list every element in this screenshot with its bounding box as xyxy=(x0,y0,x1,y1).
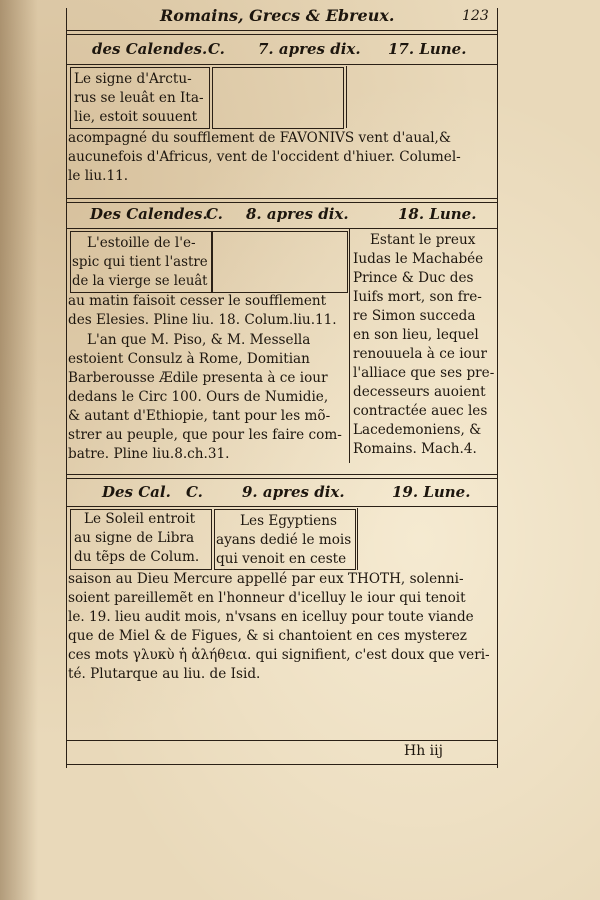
entry2-letter: C. xyxy=(206,205,223,223)
entry3-middle-line-3: qui venoit en ceste xyxy=(216,551,347,567)
entry1-calendes: des Calendes. xyxy=(92,40,208,58)
entry2-line-1: au matin faisoit cesser le soufflement xyxy=(68,293,327,309)
entry2-end-rule-1 xyxy=(66,474,497,475)
footer-rule-1 xyxy=(66,740,497,741)
entry2-side-line-2: Iudas le Machabée xyxy=(353,251,484,267)
rule-head-2 xyxy=(66,34,497,35)
entry2-header-rule xyxy=(66,228,497,229)
entry1-line-1: acompagné du soufflement de FAVONIVS vent d'aual,& xyxy=(68,130,451,146)
entry3-lune: 19. Lune. xyxy=(392,483,471,501)
entry1-letter: C. xyxy=(208,40,225,58)
entry2-side-line-1: Estant le preux xyxy=(370,232,476,248)
entry2-line-8: strer au peuple, que pour les faire com- xyxy=(68,427,342,443)
entry2-side-line-7: renouuela à ce iour xyxy=(353,346,487,362)
entry2-side-line-6: en son lieu, lequel xyxy=(353,327,479,343)
entry3-line-4: que de Miel & de Figues, & si chantoient en ces mysterez xyxy=(68,628,467,644)
entry1-end-rule-1 xyxy=(66,198,497,199)
entry2-side-line-10: contractée auec les xyxy=(353,403,488,419)
page-number: 123 xyxy=(462,8,489,24)
entry2-lune: 18. Lune. xyxy=(398,205,477,223)
entry2-boxed-line-2: spic qui tient l'astre xyxy=(72,254,208,270)
entry2-calendes: Des Calendes. xyxy=(90,205,208,223)
entry1-lune: 17. Lune. xyxy=(388,40,467,58)
entry1-line-3: le liu.11. xyxy=(68,168,129,184)
entry2-line-2: des Elesies. Pline liu. 18. Colum.liu.11. xyxy=(68,312,337,328)
frame-right-rule xyxy=(497,8,498,768)
entry2-middle-box xyxy=(212,231,348,293)
entry3-middle-line-1: Les Egyptiens xyxy=(240,513,337,529)
entry2-side-line-8: l'alliace que ses pre- xyxy=(353,365,495,381)
entry2-column-divider xyxy=(349,229,350,463)
entry3-letter: C. xyxy=(186,483,203,501)
entry3-divider xyxy=(357,508,358,570)
entry1-day: 7. apres dix. xyxy=(258,40,361,58)
entry1-divider xyxy=(346,66,347,128)
signature-mark: Hh iij xyxy=(404,743,443,759)
entry1-middle-box xyxy=(212,67,344,129)
entry1-boxed-line-2: rus se leuât en Ita- xyxy=(74,90,204,106)
entry3-line-6: té. Plutarque au liu. de Isid. xyxy=(68,666,261,682)
entry3-line-3: le. 19. lieu audit mois, n'vsans en icelluy pour toute viande xyxy=(68,609,474,625)
entry3-line-1: saison au Dieu Mercure appellé par eux THOTH, solenni- xyxy=(68,571,464,587)
entry3-header-rule xyxy=(66,506,497,507)
entry1-end-rule-2 xyxy=(66,202,497,203)
entry2-line-6: dedans le Circ 100. Ours de Numidie, xyxy=(68,389,329,405)
entry2-boxed-line-3: de la vierge se leuât xyxy=(72,273,208,289)
entry3-line-5: ces mots γλυκὺ ἡ ἀλήθεια. qui signifient, c'est doux que veri- xyxy=(68,647,490,663)
entry2-boxed-line-1: L'estoille de l'e- xyxy=(87,235,196,251)
entry2-line-9: batre. Pline liu.8.ch.31. xyxy=(68,446,230,462)
entry2-side-line-9: decesseurs auoient xyxy=(353,384,486,400)
entry3-middle-line-2: ayans dedié le mois xyxy=(216,532,352,548)
entry1-boxed-line-1: Le signe d'Arctu- xyxy=(74,71,192,87)
footer-rule-2 xyxy=(66,764,497,765)
entry2-line-5: Barberousse Ædile presenta à ce iour xyxy=(68,370,328,386)
entry2-day: 8. apres dix. xyxy=(246,205,349,223)
entry2-line-4: estoient Consulz à Rome, Domitian xyxy=(68,351,310,367)
entry3-boxed-line-3: du tẽps de Colum. xyxy=(74,549,200,565)
entry2-line-7: & autant d'Ethiopie, tant pour les mõ- xyxy=(68,408,331,424)
entry2-side-line-5: re Simon succeda xyxy=(353,308,476,324)
gutter-shadow xyxy=(0,0,38,900)
entry1-line-2: aucunefois d'Africus, vent de l'occident d'hiuer. Columel- xyxy=(68,149,461,165)
running-head-title: Romains, Grecs & Ebreux. xyxy=(160,6,395,25)
entry2-side-line-12: Romains. Mach.4. xyxy=(353,441,477,457)
entry3-boxed-line-1: Le Soleil entroit xyxy=(84,511,196,527)
entry3-day: 9. apres dix. xyxy=(242,483,345,501)
entry2-side-line-11: Lacedemoniens, & xyxy=(353,422,482,438)
entry2-side-line-3: Prince & Duc des xyxy=(353,270,474,286)
entry2-end-rule-2 xyxy=(66,478,497,479)
entry2-line-3: L'an que M. Piso, & M. Messella xyxy=(87,332,311,348)
entry2-side-line-4: Iuifs mort, son fre- xyxy=(353,289,482,305)
entry1-header-rule xyxy=(66,64,497,65)
entry3-calendes: Des Cal. xyxy=(102,483,171,501)
entry1-boxed-line-3: lie, estoit souuent xyxy=(74,109,198,125)
entry3-line-2: soient pareillemẽt en l'honneur d'icelluy le iour qui tenoit xyxy=(68,590,466,606)
entry3-boxed-line-2: au signe de Libra xyxy=(74,530,195,546)
rule-head-1 xyxy=(66,30,497,31)
